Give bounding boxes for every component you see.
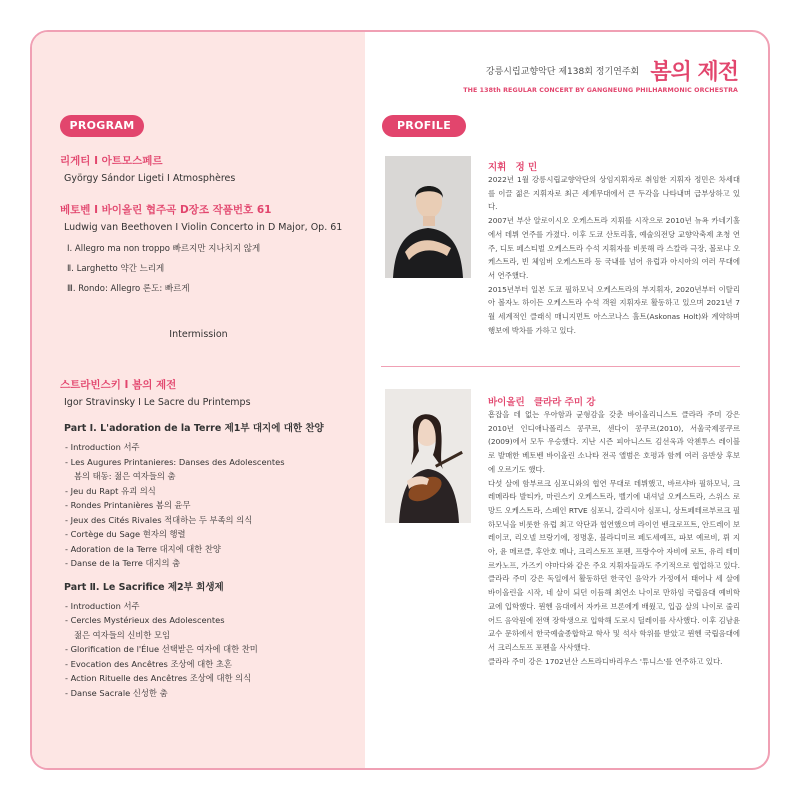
list-item: - Adoration de la Terre 대지에 대한 찬양 [65, 543, 221, 554]
work-title: 베토벤 Ⅰ 바이올린 협주곡 D장조 작품번호 61 [60, 204, 272, 216]
conductor-heading [488, 155, 537, 174]
work-stravinsky [32, 377, 365, 700]
movement: Ⅰ. Allegro ma non troppo 빠르지만 지나치지 않게 [67, 244, 261, 254]
conductor-photo [385, 156, 471, 278]
intermission: Intermission [169, 329, 228, 340]
violinist-photo [385, 389, 471, 523]
movement: Ⅲ. Rondo: Allegro 론도: 빠르게 [67, 284, 190, 294]
work-beethoven [32, 202, 365, 294]
list-item: - Cortège du Sage 현자의 행렬 [65, 529, 186, 539]
work-ligeti [32, 153, 365, 184]
list-item: - Danse Sacrale 신성한 춤 [65, 687, 168, 698]
bio-paragraph: 2015년부터 일본 도쿄 필하모닉 오케스트라의 부지휘자, 2020년부터 이탈리아 볼자노 하이든 오케스트라 수석 객원 지휘자로 활동하고 있으며 2021년 7월 세계적인 클래식 매니지먼트 아스코나스 홀트(Askonas Holt)와 계약하며 행보에 박차를 가하고 있다. [488, 284, 740, 335]
bio-paragraph: 2022년 1월 강릉시립교향악단의 상임지휘자로 취임한 지휘자 정민은 차세대를 이끌 젊은 지휘자로 최근 세계무대에서 큰 두각을 나타내며 급부상하고 있다. [488, 175, 740, 212]
work-composer: György Sándor Ligeti Ⅰ Atmosphères [64, 173, 236, 184]
list-item: - Introduction 서주 [65, 442, 140, 452]
list-item: 봄의 태동: 젊은 여자들의 춤 [74, 471, 176, 481]
list-item: - Introduction 서주 [65, 600, 140, 611]
list-item: - Evocation des Ancêtres 조상에 대한 초혼 [65, 658, 232, 669]
program-panel [32, 32, 365, 768]
program-label: PROGRAM [60, 115, 144, 137]
work-title: 스트라빈스키 Ⅰ 봄의 제전 [60, 379, 177, 391]
brochure-page [30, 30, 770, 770]
bio-paragraph: 2007년 부산 알로이시오 오케스트라 지휘를 시작으로 2010년 뉴욕 카네기홀에서 데뷔 연주를 가졌다. 이후 도쿄 산토리홀, 예술의전당 교향악축제 초청 연주, 디토 페스티벌 오케스트라 수석 지휘자를 비롯해 라 스칼라 극장, 볼로냐 오케스트라, 빈 체임버 오케스트라 등 국내를 넘어 유럽과 아시아의 여러 무대에서 연주했다. [488, 216, 740, 280]
part2-list [32, 599, 365, 701]
list-item: - Danse de la Terre 대지의 춤 [65, 558, 181, 568]
list-item: - Jeu du Rapt 유괴 의식 [65, 485, 156, 496]
part-title: Part Ⅱ. Le Sacrifice 제2부 희생제 [64, 581, 224, 593]
list-item: - Jeux des Cités Rivales 적대하는 두 부족의 의식 [65, 514, 253, 525]
list-item: - Les Augures Printanieres: Danses des Adolescentes [65, 456, 285, 467]
bio-paragraph: 다섯 살에 함부르크 심포니와의 협연 무대로 데뷔했고, 바르샤바 필하모닉, 크레메라타 발티카, 마린스키 오케스트라, 벨기에 내셔널 오케스트라, 스위스 로망드 오케스트라, 스페인 RTVE 심포니, 갈리시아 심포니, 상트페테르부르크 필하모닉을 비롯한 유럽 최고 악단과 협연했으며 라이언 밴크로프트, 안드레이 보레이코, 리오넬 브랑기에, 정명훈, 블라디미르 페도세예프, 파보 예르비, 뤼 지아, 윤 메르클, 후안호 메나, 크리스토프 포펜, 프랑수아 자비에 로트, 유리 테미르카노프, 가즈키 야마다와 같은 주요 지휘자들과도 주기적으로 협업하고 있다. [488, 478, 740, 570]
list-item: - Rondes Printanières 봄의 윤무 [65, 500, 191, 510]
list-item: - Action Rituelle des Ancêtres 조상에 대한 의식 [65, 673, 252, 683]
bio-paragraph: 흠잡을 데 없는 우아함과 균형감을 갖춘 바이올리니스트 클라라 주미 강은 2010년 인디애나폴리스 콩쿠르, 센다이 콩쿠르(2010), 서울국제콩쿠르(2009)에서 모두 우승했다. 지난 시즌 피아니스트 김선욱과 악첸투스 레이블로 발매한 베토벤 바이올린 소나타 전곡 앨범은 호평과 함께 여러 음반상 후보에 오르기도 했다. [488, 410, 740, 474]
profile-panel [365, 32, 768, 768]
bio-paragraph: 클라라 주미 강은 독일에서 활동하던 한국인 음악가 가정에서 태어나 세 살에 바이올린을 시작, 네 살이 되던 이듬해 최연소 나이로 만하임 국립음대 예비학교에 입학했다. 뮌헨 음대에서 자카르 브론에게 배웠고, 입곱 살의 나이로 줄리어드 음악원에 전액 장학생으로 입학해 도로시 딜레이를 사사했다. 이후 김남윤 교수 문하에서 한국예술종합학교 학사 및 석사 학위를 받았고 뮌헨 국립음대에서 크리스토프 포펜을 사사했다. [488, 574, 740, 652]
work-title: 리게티 Ⅰ 아트모스페르 [60, 155, 163, 167]
list-item: - Glorification de l'Élue 선택받은 여자에 대한 찬미 [65, 644, 258, 654]
part1-list [32, 440, 365, 571]
header-english: THE 138th REGULAR CONCERT BY GANGNEUNG PHILHARMONIC ORCHESTRA [463, 87, 738, 94]
violinist-name: 클라라 주미 강 [533, 397, 596, 408]
bio-paragraph: 클라라 주미 강은 1702년산 스트라디바리우스 '튜니스'를 연주하고 있다. [488, 656, 723, 666]
header-subtitle: 강릉시립교향악단 제138회 정기연주회 [485, 67, 640, 77]
violinist-role: 바이올린 [488, 397, 525, 408]
concert-header [463, 55, 738, 94]
list-item: - Cercles Mystérieux des Adolescentes [65, 615, 225, 625]
movement: Ⅱ. Larghetto 약간 느리게 [67, 264, 165, 274]
conductor-portrait-icon [385, 156, 471, 278]
header-title: 봄의 제전 [650, 59, 738, 85]
conductor-role: 지휘 [488, 162, 507, 173]
conductor-bio [488, 173, 740, 337]
conductor-name: 정 민 [515, 162, 538, 173]
work-composer: Ludwig van Beethoven Ⅰ Violin Concerto in D Major, Op. 61 [64, 222, 343, 233]
profile-divider [381, 366, 740, 367]
violinist-portrait-icon [385, 389, 471, 523]
list-item: 젊은 여자들의 신비한 모임 [74, 629, 171, 640]
violinist-bio [488, 408, 740, 668]
violinist-heading [488, 390, 596, 409]
part-title: Part Ⅰ. L'adoration de la Terre 제1부 대지에 대한 찬양 [64, 423, 324, 434]
work-composer: Igor Stravinsky Ⅰ Le Sacre du Printemps [64, 397, 251, 408]
profile-label: PROFILE [382, 115, 466, 137]
